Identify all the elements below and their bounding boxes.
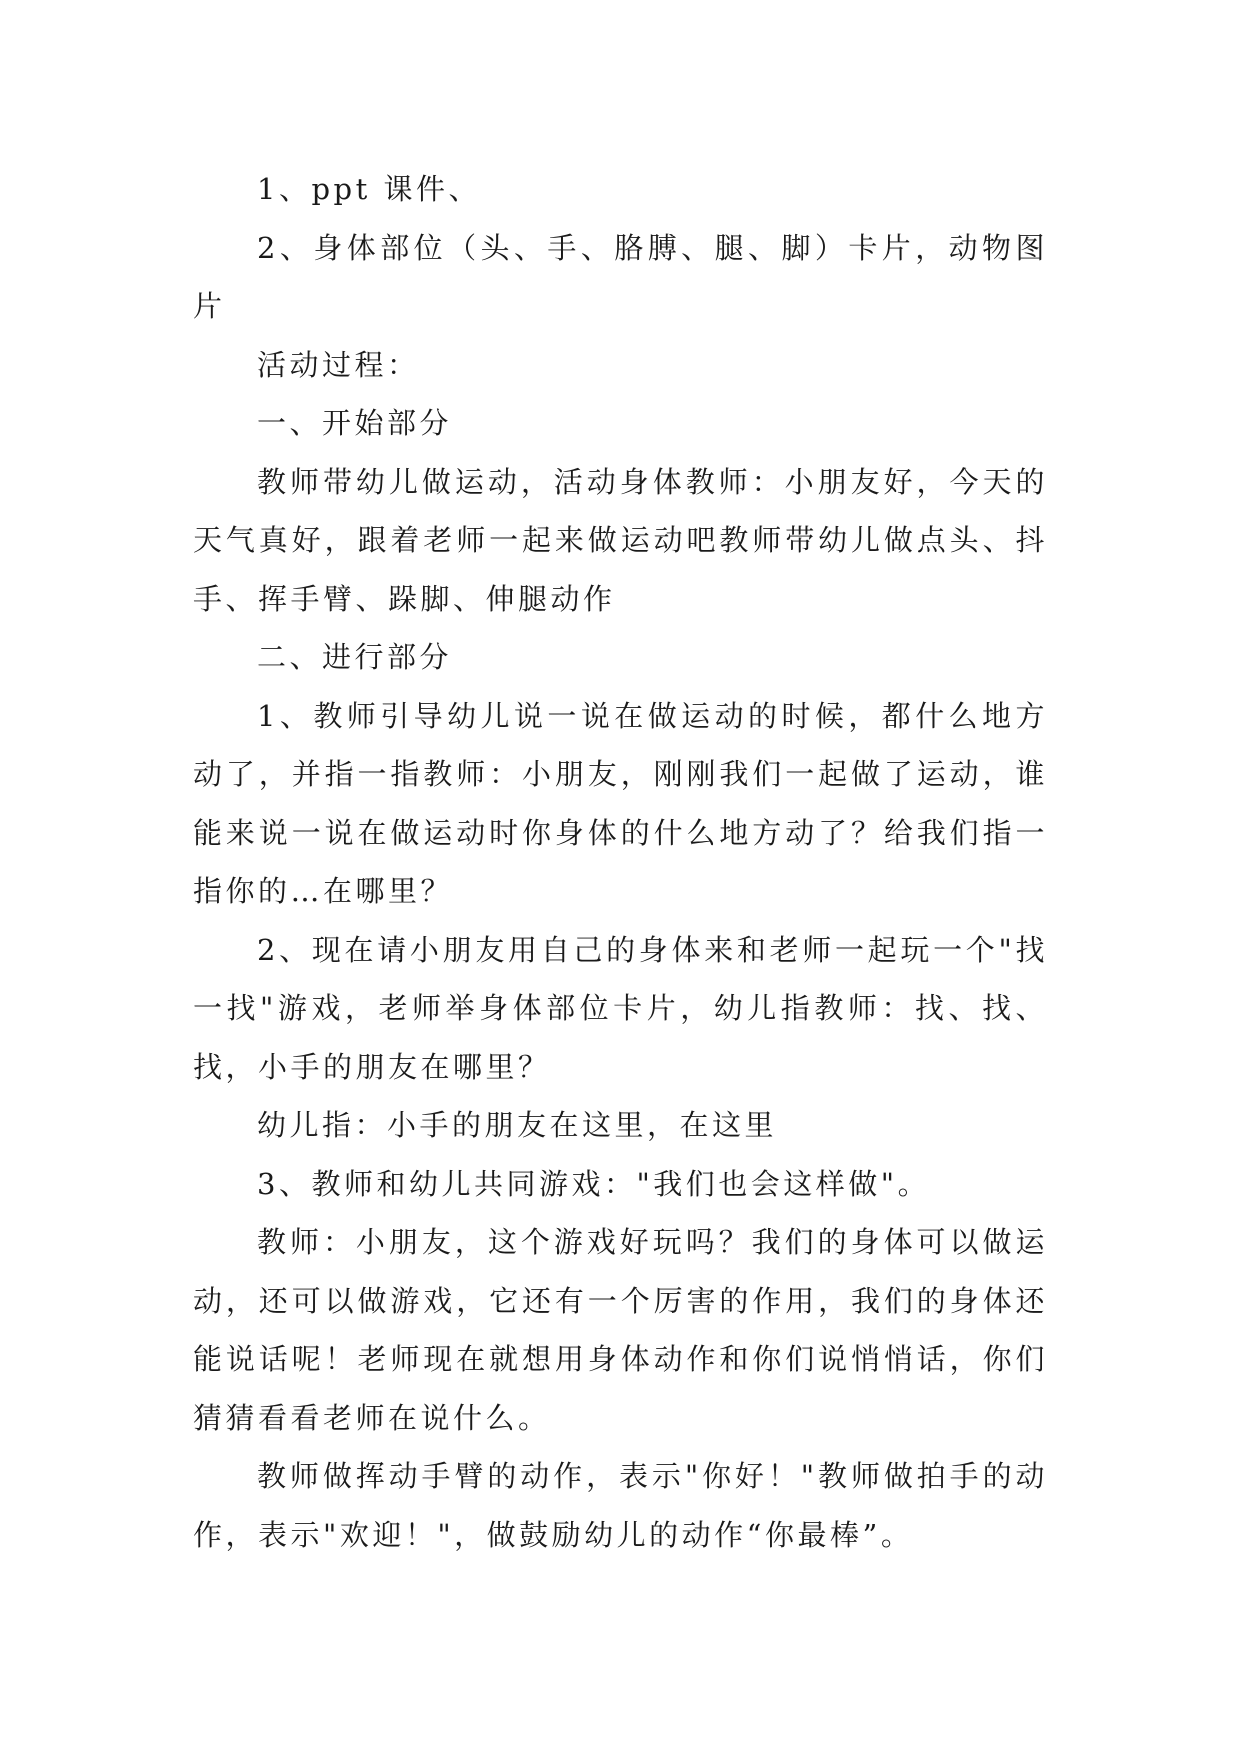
paragraph-children-answer: 幼儿指：小手的朋友在这里，在这里 (257, 1108, 778, 1142)
paragraph-warmup: 教师带幼儿做运动，活动身体教师：小朋友好，今天的天气真好，跟着老师一起来做运动吧教师带幼儿做点头、抖手、挥手臂、跺脚、伸腿动作 (193, 464, 1048, 616)
paragraph-teacher-speech: 教师：小朋友，这个游戏好玩吗？我们的身体可以做运动，还可以做游戏，它还有一个厉害的作用，我们的身体还能说话呢！老师现在就想用身体动作和你们说悄悄话，你们猜猜看看老师在说什么。 (193, 1225, 1048, 1435)
heading-activity-process: 活动过程： (257, 347, 420, 382)
paragraph-teacher-gestures: 教师做挥动手臂的动作，表示"你好！"教师做拍手的动作，表示"欢迎！"，做鼓励幼儿的动作“你最棒”。 (193, 1459, 1048, 1552)
paragraph-materials-cards: 2、身体部位（头、手、胳膊、腿、脚）卡片，动物图片 (193, 230, 1048, 323)
heading-main-section: 二、进行部分 (257, 640, 453, 674)
paragraph-step-1: 1、教师引导幼儿说一说在做运动的时候，都什么地方动了，并指一指教师：小朋友，刚刚我们一起做了运动，谁能来说一说在做运动时你身体的什么地方动了？给我们指一指你的…在哪里？ (193, 698, 1048, 908)
paragraph-step-2: 2、现在请小朋友用自己的身体来和老师一起玩一个"找一找"游戏，老师举身体部位卡片，幼儿指教师：找、找、找，小手的朋友在哪里？ (193, 932, 1048, 1084)
document-body (193, 160, 1048, 1564)
paragraph-materials-ppt: 1、ppt 课件、 (257, 172, 481, 206)
paragraph-step-3: 3、教师和幼儿共同游戏："我们也会这样做"。 (257, 1166, 931, 1201)
heading-start-section: 一、开始部分 (257, 406, 453, 440)
